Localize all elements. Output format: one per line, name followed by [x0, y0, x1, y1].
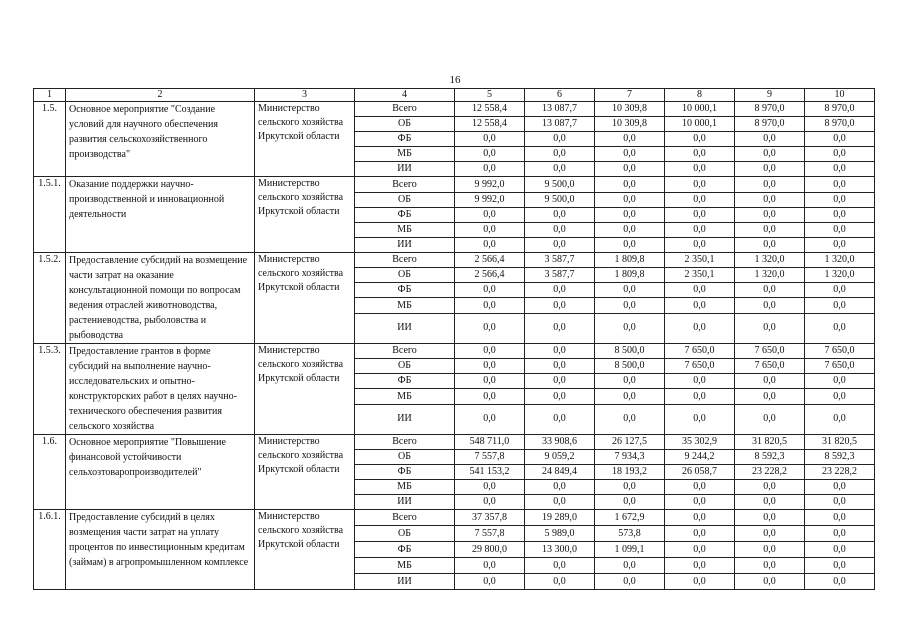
funding-source: ИИ	[355, 404, 455, 434]
funding-source: ОБ	[355, 268, 455, 283]
value-cell: 7 650,0	[665, 344, 735, 359]
row-number: 1.5.2.	[34, 253, 66, 344]
value-cell: 0,0	[805, 208, 875, 223]
value-cell: 1 099,1	[595, 542, 665, 558]
measure-name: Основное мероприятие "Повышение финансовой устойчивости сельхозтоваропроизводителей"	[66, 435, 255, 510]
value-cell: 0,0	[805, 223, 875, 238]
funding-source: ФБ	[355, 208, 455, 223]
funding-source: ФБ	[355, 132, 455, 147]
value-cell: 10 000,1	[665, 117, 735, 132]
value-cell: 0,0	[665, 177, 735, 193]
value-cell: 9 500,0	[525, 177, 595, 193]
value-cell: 0,0	[735, 193, 805, 208]
value-cell: 0,0	[595, 574, 665, 590]
value-cell: 548 711,0	[455, 435, 525, 450]
funding-source: МБ	[355, 480, 455, 495]
value-cell: 9 244,2	[665, 450, 735, 465]
value-cell: 26 127,5	[595, 435, 665, 450]
funding-source: Всего	[355, 102, 455, 117]
value-cell: 9 500,0	[525, 193, 595, 208]
value-cell: 8 592,3	[805, 450, 875, 465]
executor: Министерство сельского хозяйства Иркутской области	[255, 435, 355, 510]
header-cell: 8	[665, 89, 735, 102]
value-cell: 573,8	[595, 526, 665, 542]
measure-name: Предоставление субсидий на возмещение части затрат на оказание консультационной помощи по вопросам ведения отраслей животноводства, растениеводства, рыболовства и рыбоводства	[66, 253, 255, 344]
funding-source: ФБ	[355, 374, 455, 389]
value-cell: 0,0	[455, 162, 525, 177]
value-cell: 0,0	[735, 374, 805, 389]
value-cell: 0,0	[665, 574, 735, 590]
value-cell: 0,0	[735, 389, 805, 404]
value-cell: 0,0	[455, 558, 525, 574]
value-cell: 0,0	[665, 283, 735, 298]
header-cell: 1	[34, 89, 66, 102]
value-cell: 0,0	[735, 558, 805, 574]
value-cell: 0,0	[805, 193, 875, 208]
value-cell: 0,0	[525, 404, 595, 434]
value-cell: 0,0	[595, 208, 665, 223]
value-cell: 8 970,0	[735, 102, 805, 117]
value-cell: 0,0	[455, 389, 525, 404]
value-cell: 0,0	[455, 313, 525, 343]
funding-source: ФБ	[355, 542, 455, 558]
value-cell: 24 849,4	[525, 465, 595, 480]
value-cell: 37 357,8	[455, 510, 525, 526]
value-cell: 8 500,0	[595, 344, 665, 359]
header-cell: 6	[525, 89, 595, 102]
header-cell: 7	[595, 89, 665, 102]
value-cell: 0,0	[665, 389, 735, 404]
value-cell: 9 992,0	[455, 193, 525, 208]
value-cell: 0,0	[805, 495, 875, 510]
value-cell: 0,0	[665, 480, 735, 495]
measure-name: Предоставление субсидий в целях возмещения части затрат на уплату процентов по инвестиционным кредитам (займам) в агропромышленном комплексе	[66, 510, 255, 590]
value-cell: 0,0	[805, 574, 875, 590]
value-cell: 0,0	[665, 558, 735, 574]
funding-source: ОБ	[355, 526, 455, 542]
value-cell: 8 970,0	[735, 117, 805, 132]
header-cell: 4	[355, 89, 455, 102]
value-cell: 0,0	[665, 510, 735, 526]
value-cell: 7 650,0	[805, 359, 875, 374]
header-cell: 2	[66, 89, 255, 102]
value-cell: 0,0	[805, 510, 875, 526]
value-cell: 23 228,2	[805, 465, 875, 480]
value-cell: 0,0	[665, 208, 735, 223]
value-cell: 0,0	[525, 389, 595, 404]
value-cell: 7 650,0	[735, 359, 805, 374]
funding-source: МБ	[355, 558, 455, 574]
value-cell: 0,0	[735, 298, 805, 313]
table-row	[34, 344, 875, 359]
funding-source: ИИ	[355, 495, 455, 510]
value-cell: 0,0	[805, 404, 875, 434]
value-cell: 0,0	[665, 542, 735, 558]
row-number: 1.6.	[34, 435, 66, 510]
measure-name: Основное мероприятие "Создание условий для научного обеспечения развития сельскохозяйственного производства"	[66, 102, 255, 177]
funding-source: Всего	[355, 510, 455, 526]
value-cell: 7 650,0	[665, 359, 735, 374]
value-cell: 0,0	[735, 404, 805, 434]
table-row	[34, 510, 875, 526]
value-cell: 0,0	[595, 480, 665, 495]
value-cell: 12 558,4	[455, 117, 525, 132]
value-cell: 0,0	[805, 374, 875, 389]
measure-name: Оказание поддержки научно-производственной и инновационной деятельности	[66, 177, 255, 253]
value-cell: 0,0	[805, 238, 875, 253]
value-cell: 33 908,6	[525, 435, 595, 450]
value-cell: 3 587,7	[525, 268, 595, 283]
value-cell: 0,0	[595, 313, 665, 343]
value-cell: 5 989,0	[525, 526, 595, 542]
value-cell: 3 587,7	[525, 253, 595, 268]
value-cell: 0,0	[805, 480, 875, 495]
value-cell: 9 059,2	[525, 450, 595, 465]
funding-source: ИИ	[355, 162, 455, 177]
value-cell: 0,0	[665, 374, 735, 389]
value-cell: 7 934,3	[595, 450, 665, 465]
measure-name: Предоставление грантов в форме субсидий на выполнение научно-исследовательских и опытно-конструкторских работ в целях научно-технического обеспечения развития сельского хозяйства	[66, 344, 255, 435]
value-cell: 0,0	[455, 283, 525, 298]
value-cell: 0,0	[525, 132, 595, 147]
value-cell: 0,0	[595, 132, 665, 147]
value-cell: 0,0	[455, 147, 525, 162]
value-cell: 0,0	[595, 389, 665, 404]
funding-source: МБ	[355, 389, 455, 404]
value-cell: 0,0	[455, 238, 525, 253]
value-cell: 0,0	[665, 223, 735, 238]
value-cell: 0,0	[455, 298, 525, 313]
value-cell: 7 650,0	[805, 344, 875, 359]
value-cell: 0,0	[805, 132, 875, 147]
funding-source: Всего	[355, 344, 455, 359]
value-cell: 0,0	[805, 162, 875, 177]
value-cell: 0,0	[735, 510, 805, 526]
table-row	[34, 253, 875, 268]
value-cell: 10 000,1	[665, 102, 735, 117]
value-cell: 0,0	[735, 313, 805, 343]
value-cell: 29 800,0	[455, 542, 525, 558]
funding-source: ИИ	[355, 238, 455, 253]
value-cell: 0,0	[735, 542, 805, 558]
value-cell: 8 500,0	[595, 359, 665, 374]
row-number: 1.5.3.	[34, 344, 66, 435]
value-cell: 0,0	[455, 223, 525, 238]
funding-source: ОБ	[355, 359, 455, 374]
value-cell: 26 058,7	[665, 465, 735, 480]
value-cell: 0,0	[665, 404, 735, 434]
value-cell: 13 300,0	[525, 542, 595, 558]
value-cell: 1 320,0	[805, 253, 875, 268]
value-cell: 0,0	[595, 558, 665, 574]
value-cell: 0,0	[525, 344, 595, 359]
value-cell: 0,0	[525, 574, 595, 590]
value-cell: 0,0	[455, 344, 525, 359]
value-cell: 12 558,4	[455, 102, 525, 117]
value-cell: 31 820,5	[735, 435, 805, 450]
header-row	[34, 89, 875, 102]
value-cell: 0,0	[595, 404, 665, 434]
value-cell: 0,0	[665, 495, 735, 510]
table-row	[34, 102, 875, 117]
value-cell: 0,0	[525, 283, 595, 298]
value-cell: 1 320,0	[735, 268, 805, 283]
value-cell: 0,0	[735, 480, 805, 495]
value-cell: 0,0	[525, 374, 595, 389]
value-cell: 0,0	[665, 298, 735, 313]
header-cell: 10	[805, 89, 875, 102]
value-cell: 0,0	[665, 313, 735, 343]
funding-source: МБ	[355, 223, 455, 238]
executor: Министерство сельского хозяйства Иркутской области	[255, 253, 355, 344]
value-cell: 0,0	[805, 389, 875, 404]
value-cell: 0,0	[455, 132, 525, 147]
value-cell: 0,0	[735, 574, 805, 590]
value-cell: 0,0	[595, 238, 665, 253]
value-cell: 19 289,0	[525, 510, 595, 526]
value-cell: 0,0	[455, 359, 525, 374]
value-cell: 1 672,9	[595, 510, 665, 526]
value-cell: 2 566,4	[455, 253, 525, 268]
value-cell: 2 350,1	[665, 253, 735, 268]
value-cell: 0,0	[455, 374, 525, 389]
value-cell: 8 592,3	[735, 450, 805, 465]
value-cell: 0,0	[735, 495, 805, 510]
value-cell: 0,0	[805, 177, 875, 193]
value-cell: 0,0	[735, 526, 805, 542]
value-cell: 0,0	[805, 298, 875, 313]
value-cell: 0,0	[525, 495, 595, 510]
executor: Министерство сельского хозяйства Иркутской области	[255, 102, 355, 177]
value-cell: 0,0	[455, 208, 525, 223]
value-cell: 0,0	[595, 193, 665, 208]
value-cell: 0,0	[525, 162, 595, 177]
header-cell: 9	[735, 89, 805, 102]
value-cell: 0,0	[595, 162, 665, 177]
funding-source: Всего	[355, 435, 455, 450]
value-cell: 7 650,0	[735, 344, 805, 359]
value-cell: 0,0	[735, 238, 805, 253]
value-cell: 0,0	[525, 313, 595, 343]
value-cell: 1 320,0	[805, 268, 875, 283]
value-cell: 0,0	[455, 495, 525, 510]
funding-source: ОБ	[355, 450, 455, 465]
value-cell: 0,0	[595, 283, 665, 298]
value-cell: 1 809,8	[595, 268, 665, 283]
value-cell: 0,0	[735, 132, 805, 147]
value-cell: 0,0	[665, 147, 735, 162]
value-cell: 10 309,8	[595, 117, 665, 132]
value-cell: 0,0	[525, 558, 595, 574]
value-cell: 0,0	[735, 177, 805, 193]
value-cell: 0,0	[455, 574, 525, 590]
value-cell: 0,0	[595, 298, 665, 313]
value-cell: 0,0	[665, 193, 735, 208]
value-cell: 541 153,2	[455, 465, 525, 480]
executor: Министерство сельского хозяйства Иркутской области	[255, 177, 355, 253]
value-cell: 23 228,2	[735, 465, 805, 480]
value-cell: 2 350,1	[665, 268, 735, 283]
funding-source: МБ	[355, 147, 455, 162]
value-cell: 13 087,7	[525, 102, 595, 117]
value-cell: 0,0	[595, 495, 665, 510]
value-cell: 35 302,9	[665, 435, 735, 450]
value-cell: 0,0	[525, 238, 595, 253]
value-cell: 0,0	[595, 223, 665, 238]
value-cell: 0,0	[735, 283, 805, 298]
executor: Министерство сельского хозяйства Иркутской области	[255, 344, 355, 435]
value-cell: 0,0	[525, 359, 595, 374]
funding-source: МБ	[355, 298, 455, 313]
value-cell: 0,0	[805, 558, 875, 574]
value-cell: 0,0	[455, 480, 525, 495]
value-cell: 0,0	[805, 526, 875, 542]
value-cell: 0,0	[805, 283, 875, 298]
value-cell: 0,0	[525, 208, 595, 223]
value-cell: 0,0	[805, 147, 875, 162]
funding-source: ОБ	[355, 117, 455, 132]
value-cell: 7 557,8	[455, 450, 525, 465]
table-row	[34, 177, 875, 193]
value-cell: 0,0	[735, 223, 805, 238]
table-row	[34, 435, 875, 450]
funding-source: ОБ	[355, 193, 455, 208]
value-cell: 31 820,5	[805, 435, 875, 450]
value-cell: 18 193,2	[595, 465, 665, 480]
value-cell: 0,0	[525, 480, 595, 495]
header-cell: 3	[255, 89, 355, 102]
value-cell: 13 087,7	[525, 117, 595, 132]
value-cell: 8 970,0	[805, 102, 875, 117]
value-cell: 0,0	[735, 208, 805, 223]
value-cell: 0,0	[525, 147, 595, 162]
value-cell: 0,0	[525, 223, 595, 238]
value-cell: 1 320,0	[735, 253, 805, 268]
value-cell: 10 309,8	[595, 102, 665, 117]
value-cell: 0,0	[805, 542, 875, 558]
value-cell: 1 809,8	[595, 253, 665, 268]
value-cell: 0,0	[805, 313, 875, 343]
value-cell: 0,0	[595, 147, 665, 162]
value-cell: 0,0	[595, 177, 665, 193]
row-number: 1.5.	[34, 102, 66, 177]
value-cell: 0,0	[665, 238, 735, 253]
value-cell: 0,0	[735, 162, 805, 177]
funding-source: ИИ	[355, 313, 455, 343]
funding-source: ФБ	[355, 283, 455, 298]
value-cell: 0,0	[595, 374, 665, 389]
value-cell: 2 566,4	[455, 268, 525, 283]
value-cell: 0,0	[665, 526, 735, 542]
value-cell: 8 970,0	[805, 117, 875, 132]
value-cell: 9 992,0	[455, 177, 525, 193]
value-cell: 0,0	[665, 162, 735, 177]
page-number: 16	[449, 74, 461, 86]
program-table	[33, 88, 875, 590]
header-cell: 5	[455, 89, 525, 102]
funding-source: Всего	[355, 177, 455, 193]
value-cell: 7 557,8	[455, 526, 525, 542]
funding-source: ИИ	[355, 574, 455, 590]
row-number: 1.6.1.	[34, 510, 66, 590]
row-number: 1.5.1.	[34, 177, 66, 253]
funding-source: Всего	[355, 253, 455, 268]
value-cell: 0,0	[665, 132, 735, 147]
value-cell: 0,0	[525, 298, 595, 313]
value-cell: 0,0	[735, 147, 805, 162]
executor: Министерство сельского хозяйства Иркутской области	[255, 510, 355, 590]
value-cell: 0,0	[455, 404, 525, 434]
funding-source: ФБ	[355, 465, 455, 480]
